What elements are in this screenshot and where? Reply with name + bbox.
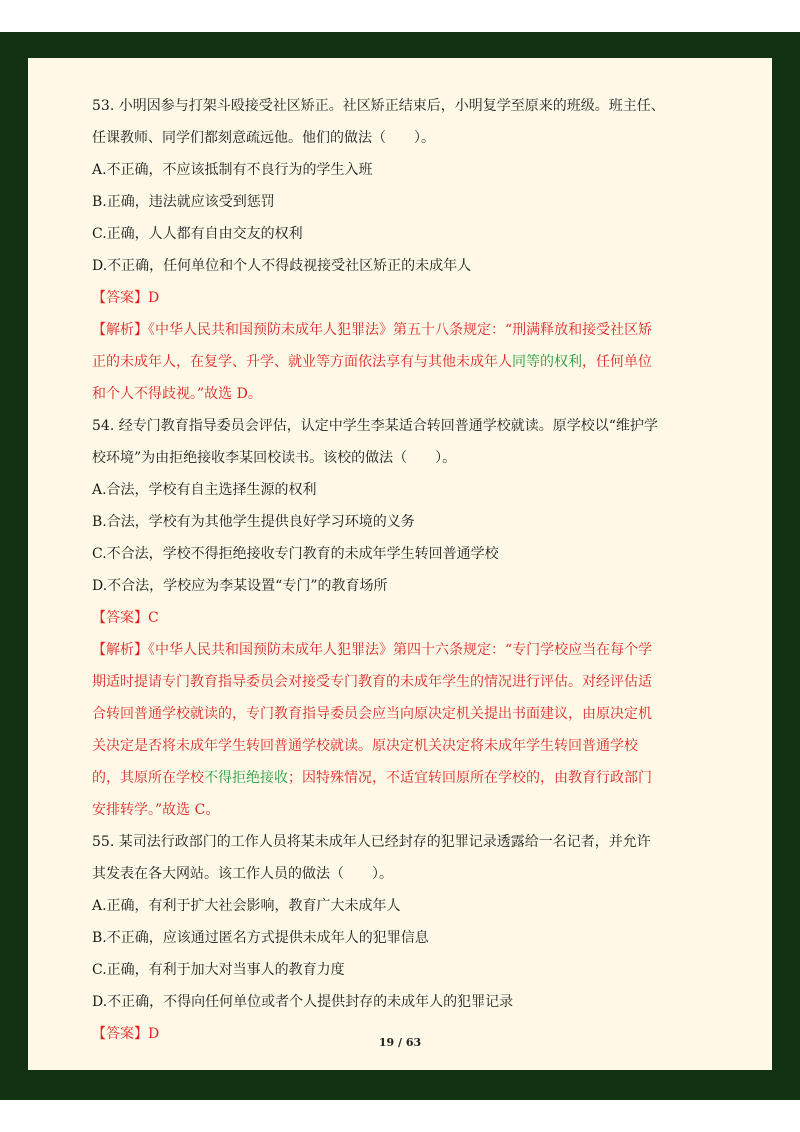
q53-stem-line1: 53. 小明因参与打架斗殴接受社区矫正。社区矫正结束后，小明复学至原来的班级。班主任、 <box>92 98 665 114</box>
q54-explanation-line4: 关决定是否将未成年学生转回普通学校就读。原决定机关决定将未成年学生转回普通学校 <box>92 738 638 754</box>
q55-stem-line1: 55. 某司法行政部门的工作人员将某未成年人已经封存的犯罪记录透露给一名记者，并允许 <box>92 834 651 850</box>
q54-stem-line1: 54. 经专门教育指导委员会评估，认定中学生李某适合转回普通学校就读。原学校以“维护学 <box>92 418 658 434</box>
q55-option-a: A.正确，有利于扩大社会影响，教育广大未成年人 <box>92 898 401 914</box>
q54-explanation-line5 <box>92 762 692 794</box>
q54-option-b: B.合法，学校有为其他学生提供良好学习环境的义务 <box>92 514 415 530</box>
q53-answer: 【答案】D <box>92 290 160 306</box>
q53-explanation-line1: 【解析】《中华人民共和国预防未成年人犯罪法》第五十八条规定：“刑满释放和接受社区矫 <box>92 322 653 338</box>
q55-answer: 【答案】D <box>92 1026 160 1042</box>
q54-option-d: D.不合法，学校应为李某设置“专门”的教育场所 <box>92 578 388 594</box>
q54-explanation-line1: 【解析】《中华人民共和国预防未成年人犯罪法》第四十六条规定：“专门学校应当在每个学 <box>92 642 653 658</box>
q53-explanation-line2 <box>92 346 692 378</box>
q54-exp5-text-b: ；因特殊情况，不适宜转回原所在学校的，由教育行政部门 <box>288 770 652 786</box>
q53-option-b: B.正确，违法就应该受到惩罚 <box>92 194 275 210</box>
q53-stem-line2: 任课教师、同学们都刻意疏远他。他们的做法（ ）。 <box>92 130 435 146</box>
q53-exp2-text-a: 正的未成年人，在复学、升学、就业等方面依法享有与其他未成年人 <box>92 354 512 370</box>
q55-option-b: B.不正确，应该通过匿名方式提供未成年人的犯罪信息 <box>92 930 429 946</box>
q53-explanation-line3: 和个人不得歧视。”故选 D。 <box>92 386 262 402</box>
q55-stem-line2: 其发表在各大网站。该工作人员的做法（ ）。 <box>92 866 393 882</box>
q53-exp2-highlight: 同等的权利 <box>512 354 582 370</box>
q54-explanation-line2: 期适时提请专门教育指导委员会对接受专门教育的未成年学生的情况进行评估。对经评估适 <box>92 674 652 690</box>
q55-option-c: C.正确，有利于加大对当事人的教育力度 <box>92 962 345 978</box>
q54-option-c: C.不合法，学校不得拒绝接收专门教育的未成年学生转回普通学校 <box>92 546 499 562</box>
document-body <box>92 90 692 1050</box>
q54-explanation-line3: 合转回普通学校就读的，专门教育指导委员会应当向原决定机关提出书面建议，由原决定机 <box>92 706 652 722</box>
q54-explanation-line6: 安排转学。”故选 C。 <box>92 802 220 818</box>
page-number: 19 / 63 <box>378 1036 422 1049</box>
q54-exp5-text-a: 的，其原所在学校 <box>92 770 204 786</box>
q54-exp5-highlight: 不得拒绝接收 <box>204 770 288 786</box>
q53-option-a: A.不正确，不应该抵制有不良行为的学生入班 <box>92 162 373 178</box>
q53-option-c: C.正确，人人都有自由交友的权利 <box>92 226 303 242</box>
q54-answer: 【答案】C <box>92 610 159 626</box>
q54-option-a: A.合法，学校有自主选择生源的权利 <box>92 482 317 498</box>
q54-stem-line2: 校环境”为由拒绝接收李某回校读书。该校的做法（ ）。 <box>92 450 457 466</box>
q53-option-d: D.不正确，任何单位和个人不得歧视接受社区矫正的未成年人 <box>92 258 472 274</box>
q55-option-d: D.不正确，不得向任何单位或者个人提供封存的未成年人的犯罪记录 <box>92 994 514 1010</box>
q53-exp2-text-b: ，任何单位 <box>582 354 652 370</box>
